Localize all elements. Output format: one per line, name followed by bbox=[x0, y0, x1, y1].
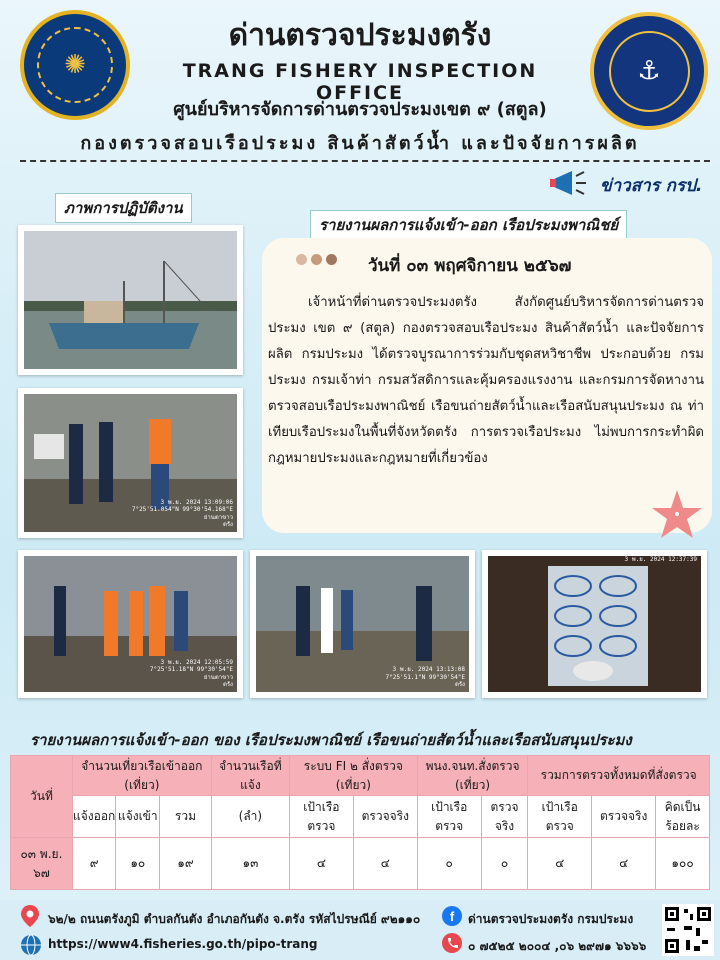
row-total: ๑๙ bbox=[160, 838, 212, 890]
header-divider bbox=[20, 160, 710, 162]
qr-code-icon bbox=[662, 904, 714, 956]
phone-icon bbox=[442, 933, 462, 953]
globe-icon bbox=[20, 934, 42, 956]
page-title: ด่านตรวจประมงตรัง bbox=[228, 18, 492, 53]
row-staff-actual: ๐ bbox=[481, 838, 528, 890]
badge-emblem-icon: ⚓ bbox=[609, 31, 690, 112]
photo-inspection-dock-3 bbox=[250, 550, 475, 698]
photo-fish-hold bbox=[482, 550, 707, 698]
sub-all-target: เป้าเรือตรวจ bbox=[528, 796, 592, 838]
decorative-dots bbox=[296, 250, 341, 269]
facebook-icon bbox=[442, 906, 462, 926]
row-date: ๐๓ พ.ย. ๖๗ bbox=[11, 838, 73, 890]
sub-total: รวม bbox=[160, 796, 212, 838]
report-heading: รายงานผลการแจ้งเข้า-ออก เรือประมงพาณิชย์ bbox=[310, 210, 627, 240]
table-row bbox=[11, 838, 710, 890]
photo-timestamp: 3 พ.ย. 2024 13:13:08 7°25'51.1"N 99°30'54"E ตรัง bbox=[385, 666, 465, 688]
footer-website-link[interactable]: https://www4.fisheries.go.th/pipo-trang bbox=[48, 937, 318, 951]
photo-inspection-dock-1 bbox=[18, 388, 243, 538]
starfish-icon bbox=[650, 488, 704, 542]
sub-all-actual: ตรวจจริง bbox=[592, 796, 656, 838]
sub-out: แจ้งออก bbox=[72, 796, 116, 838]
department-seal-logo bbox=[20, 10, 130, 120]
photo-timestamp: 3 พ.ย. 2024 12:05:59 7°25'51.18"N 99°30'54"E ย่านตาขาว ตรัง bbox=[149, 659, 233, 688]
row-fi-target: ๔ bbox=[289, 838, 353, 890]
col-trips-header: จำนวนเที่ยวเรือเข้าออก (เที่ยว) bbox=[72, 756, 211, 796]
col-all-header: รวมการตรวจทั้งหมดที่สั่งตรวจ bbox=[528, 756, 710, 796]
megaphone-icon bbox=[548, 168, 588, 198]
page-subtitle-region: ศูนย์บริหารจัดการด่านตรวจประมงเขต ๙ (สตูล) bbox=[173, 99, 547, 120]
row-staff-target: ๐ bbox=[417, 838, 481, 890]
report-table bbox=[10, 755, 710, 890]
report-date: วันที่ ๐๓ พฤศจิกายน ๒๕๖๗ bbox=[368, 256, 572, 276]
photo-timestamp: 3 พ.ย. 2024 13:09:06 7°25'51.054"N 99°30'54.168"E ย่านตาขาว ตรัง bbox=[131, 499, 233, 528]
row-fi-actual: ๔ bbox=[353, 838, 417, 890]
report-body: เจ้าหน้าที่ด่านตรวจประมงตรัง สังกัดศูนย์บริหารจัดการด่านตรวจประมง เขต ๙ (สตูล) กองตรวจสอบเรือประมง สินค้าสัตว์น้ำ และปัจจัยการผลิต กรมประมง ได้ตรวจบูรณาการร่วมกับชุดสหวิชาชีพ ประกอบด้วย กรมประมง กรมเจ้าท่า กรมสวัสดิการและคุ้มครองแรงงาน และกรมการจัดหางาน ตรวจสอบเรือประมงพาณิชย์ เรือขนถ่ายสัตว์น้ำและเรือสนับสนุนประมง ณ ท่าเทียบเรือประมงในพื้นที่จังหวัดตรัง การตรวจเรือประมง ไม่พบการกระทำผิดกฎหมายประมงและกฎหมายที่เกี่ยวข้อง bbox=[268, 295, 704, 466]
photo-timestamp: 3 พ.ย. 2024 12:37:39 bbox=[624, 556, 697, 563]
row-in: ๑๐ bbox=[116, 838, 160, 890]
footer-address: ๖๒/๒ ถนนตรังภูมิ ตำบลกันตัง อำเภอกันตัง จ.ตรัง รหัสไปรษณีย์ ๙๒๑๑๐ bbox=[48, 912, 421, 926]
row-all-actual: ๔ bbox=[592, 838, 656, 890]
row-out: ๙ bbox=[72, 838, 116, 890]
sub-fi-actual: ตรวจจริง bbox=[353, 796, 417, 838]
col-date-header: วันที่ bbox=[11, 756, 73, 838]
page-title-english: TRANG FISHERY INSPECTION OFFICE bbox=[182, 60, 538, 104]
table-heading: รายงานผลการแจ้งเข้า-ออก ของ เรือประมงพาณิชย์ เรือขนถ่ายสัตว์น้ำและเรือสนับสนุนประมง bbox=[30, 731, 632, 749]
svg-text:f: f bbox=[449, 909, 455, 924]
col-boats-header: จำนวนเรือที่แจ้ง bbox=[211, 756, 289, 796]
seal-emblem-icon: ✺ bbox=[37, 27, 112, 102]
sub-fi-target: เป้าเรือตรวจ bbox=[289, 796, 353, 838]
sub-percent: คิดเป็นร้อยละ bbox=[656, 796, 710, 838]
sub-unit: (ลำ) bbox=[211, 796, 289, 838]
fishery-inspection-badge-logo bbox=[590, 12, 708, 130]
activity-photos-label: ภาพการปฏิบัติงาน bbox=[55, 193, 192, 223]
sub-staff-target: เป้าเรือตรวจ bbox=[417, 796, 481, 838]
photo-inspection-dock-2 bbox=[18, 550, 243, 698]
page-subtitle-division: กองตรวจสอบเรือประมง สินค้าสัตว์น้ำ และปัจจัยการผลิต bbox=[80, 133, 640, 154]
row-boats: ๑๓ bbox=[211, 838, 289, 890]
footer-facebook-link[interactable]: ด่านตรวจประมงตรัง กรมประมง bbox=[468, 912, 634, 926]
news-tag: ข่าวสาร กรป. bbox=[600, 176, 703, 196]
location-pin-icon bbox=[20, 904, 40, 928]
row-all-target: ๔ bbox=[528, 838, 592, 890]
footer-phone: ๐ ๗๕๒๕ ๒๐๐๔ ,๐๖ ๒๙๗๑ ๖๖๖๖ bbox=[468, 939, 647, 953]
col-fi2-header: ระบบ FI ๒ สั่งตรวจ (เที่ยว) bbox=[289, 756, 417, 796]
col-staff-header: พนง.จนท.สั่งตรวจ (เที่ยว) bbox=[417, 756, 528, 796]
sub-staff-actual: ตรวจจริง bbox=[481, 796, 528, 838]
photo-fishing-boat bbox=[18, 225, 243, 375]
row-percent: ๑๐๐ bbox=[656, 838, 710, 890]
sub-in: แจ้งเข้า bbox=[116, 796, 160, 838]
